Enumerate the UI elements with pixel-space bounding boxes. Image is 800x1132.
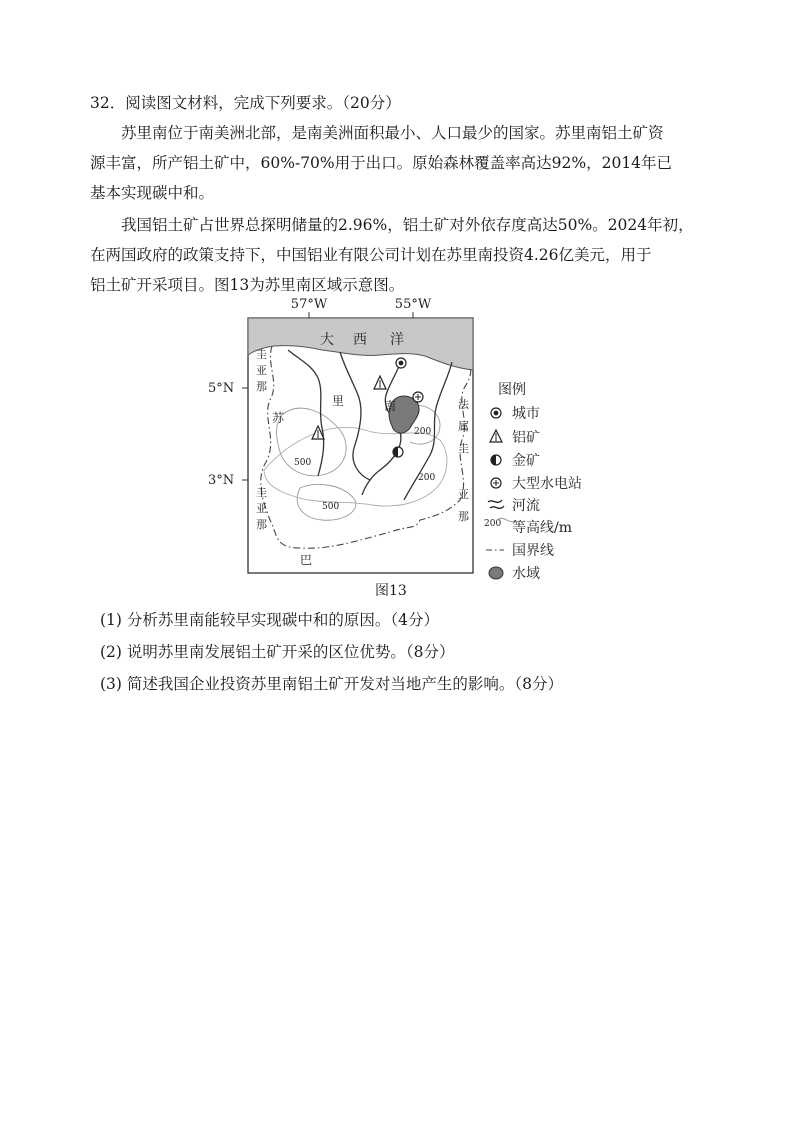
- material-para1-line1: 苏里南位于南美洲北部，是南美洲面积最小、人口最少的国家。苏里南铝土矿资: [121, 124, 664, 142]
- guyana-label-bottom-3: 那: [256, 518, 267, 531]
- material-para2-line2: 在两国政府的政策支持下，中国铝业有限公司计划在苏里南投资4.26亿美元，用于: [90, 246, 652, 264]
- suriname-label-1: 苏: [272, 411, 285, 425]
- legend-hydropower-label: 大型水电站: [512, 476, 582, 492]
- question-title: 32．阅读图文材料，完成下列要求。（20分）: [90, 94, 401, 112]
- french-guiana-label-4: 亚: [458, 488, 469, 501]
- river-saramacca: [340, 352, 370, 480]
- french-guiana-label-3: 圭: [458, 442, 469, 455]
- subquestion-2: (2) 说明苏里南发展铝土矿开采的区位优势。（8分）: [100, 643, 455, 661]
- contour-label-200-b: 200: [418, 473, 436, 483]
- legend-water-icon: [489, 567, 503, 579]
- material-para2-line3: 铝土矿开采项目。图13为苏里南区域示意图。: [90, 276, 405, 294]
- guyana-label-top-1: 圭: [256, 348, 267, 361]
- legend-gold-label: 金矿: [512, 453, 540, 469]
- french-guiana-label-1: 法: [458, 398, 469, 411]
- contour-label-500-a: 500: [294, 458, 312, 468]
- french-guiana-label-5: 那: [458, 510, 469, 523]
- brazil-label: 巴: [300, 553, 313, 567]
- material-para1-line3: 基本实现碳中和。: [90, 184, 215, 202]
- contour-500-a: [277, 408, 347, 476]
- lon-label-57: 57°W: [290, 297, 328, 312]
- ocean-label-3: 洋: [390, 332, 404, 348]
- legend-water-label: 水域: [512, 566, 540, 582]
- legend-city-icon: [491, 408, 501, 418]
- hydropower-icon: [413, 392, 423, 402]
- legend-border-label: 国界线: [512, 543, 554, 559]
- guyana-label-top-2: 亚: [256, 364, 267, 377]
- lat-label-5: 5°N: [208, 381, 235, 396]
- legend-river-label: 河流: [512, 498, 540, 514]
- lat-label-3: 3°N: [208, 473, 235, 488]
- material-para1-line2: 源丰富，所产铝土矿中，60%-70%用于出口。原始森林覆盖率高达92%，2014年已: [90, 154, 673, 172]
- lon-label-55: 55°W: [394, 297, 432, 312]
- legend-contour-sample: 200: [484, 519, 502, 529]
- legend-aluminum-icon: [490, 430, 502, 442]
- contour-label-200-a: 200: [414, 427, 432, 437]
- legend-aluminum-label: 铝矿: [512, 430, 540, 446]
- guyana-label-bottom-2: 亚: [256, 502, 267, 515]
- city-icon: [396, 358, 406, 368]
- gold-mine-icon: [393, 447, 403, 457]
- legend-city-label: 城市: [512, 406, 540, 422]
- legend-hydropower-icon: [491, 478, 501, 488]
- legend-gold-icon: [491, 455, 501, 465]
- legend-title: 图例: [498, 382, 526, 398]
- material-para2-line1: 我国铝土矿占世界总探明储量的2.96%，铝土矿对外依存度高达50%。2024年初，: [121, 216, 694, 234]
- aluminum-mine-icon: [374, 376, 386, 389]
- contour-label-500-b: 500: [322, 502, 340, 512]
- legend-contour-label: 等高线/m: [512, 520, 572, 536]
- legend-river-icon: [488, 500, 504, 508]
- guyana-label-top-3: 那: [256, 380, 267, 393]
- french-guiana-label-2: 属: [458, 420, 469, 433]
- suriname-label-2: 里: [332, 394, 345, 408]
- ocean-label-1: 大: [320, 332, 334, 348]
- guyana-label-bottom-1: 圭: [256, 486, 267, 499]
- subquestion-3: (3) 简述我国企业投资苏里南铝土矿开发对当地产生的影响。（8分）: [100, 675, 563, 693]
- figure-caption: 图13: [375, 583, 407, 599]
- suriname-label-3: 南: [384, 399, 397, 413]
- subquestion-1: (1) 分析苏里南能较早实现碳中和的原因。（4分）: [100, 611, 439, 629]
- ocean-label-2: 西: [353, 332, 367, 348]
- suriname-border: [261, 346, 471, 548]
